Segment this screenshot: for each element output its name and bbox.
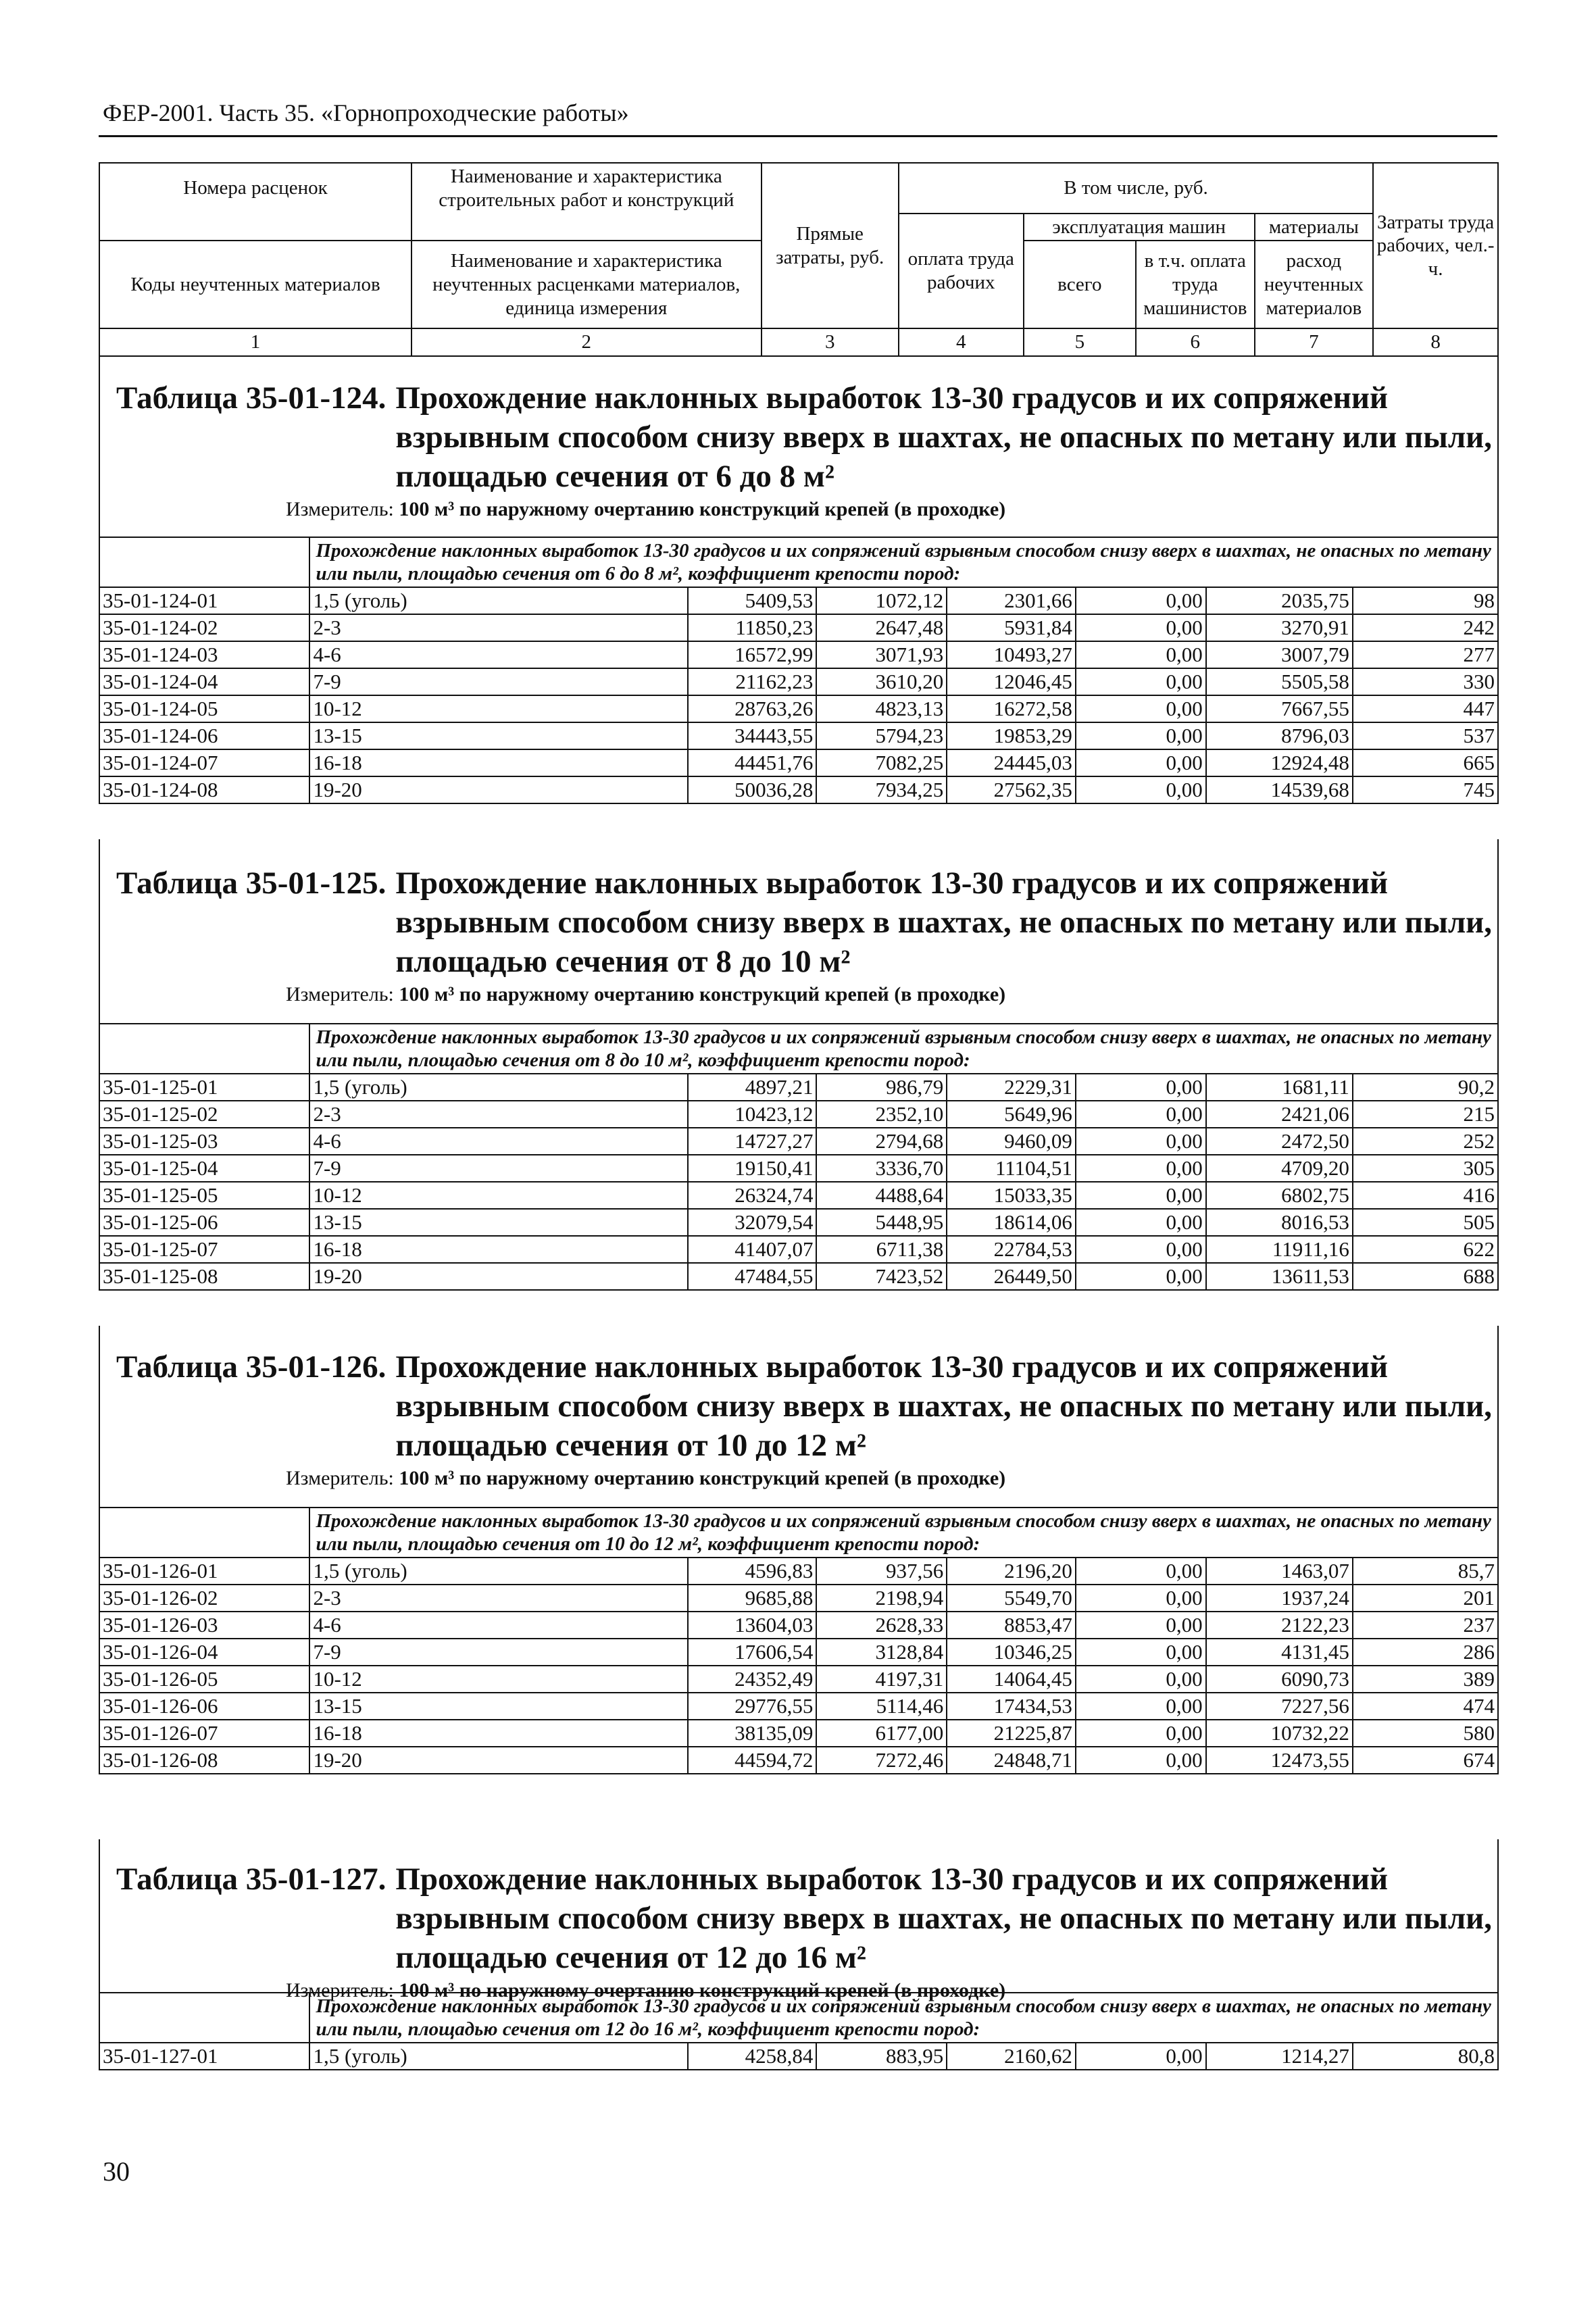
labor-pay: 7423,52 [816,1263,947,1290]
labor-hours: 252 [1353,1128,1498,1155]
materials-cost: 8796,03 [1206,722,1353,749]
page-header: ФЕР-2001. Часть 35. «Горнопроходческие работы» [103,99,629,126]
machines-total: 5931,84 [947,614,1076,641]
measure-text: 100 м³ по наружному очертанию конструкций крепей (в проходке) [399,498,1006,520]
machines-total: 14064,45 [947,1666,1076,1693]
rock-hardness: 16-18 [309,1720,687,1747]
page-number: 30 [103,2156,130,2187]
materials-cost: 11911,16 [1206,1236,1353,1263]
table-row [99,668,1498,695]
col6-label: в т.ч. оплата труда машинистов [1136,241,1255,328]
table-number: Таблица 35-01-125. [116,866,386,901]
machines-total: 11104,51 [947,1155,1076,1182]
materials-cost: 5505,58 [1206,668,1353,695]
machines-total: 12046,45 [947,668,1076,695]
labor-hours: 674 [1353,1747,1498,1774]
labor-pay: 3610,20 [816,668,947,695]
labor-pay: 7934,25 [816,776,947,803]
col5-label: всего [1024,241,1136,328]
col4-label: оплата труда рабочих [899,214,1024,329]
rate-code: 35-01-125-03 [99,1128,309,1155]
materials-cost: 1463,07 [1206,1558,1353,1585]
table-row [99,1263,1498,1290]
labor-pay: 4823,13 [816,695,947,722]
labor-hours: 447 [1353,695,1498,722]
materials-cost: 6090,73 [1206,1666,1353,1693]
materials-cost: 4131,45 [1206,1639,1353,1666]
rock-hardness: 4-6 [309,1612,687,1639]
column-header-table [99,162,1499,357]
rock-hardness: 13-15 [309,1693,687,1720]
rock-hardness: 7-9 [309,668,687,695]
labor-hours: 389 [1353,1666,1498,1693]
labor-hours: 237 [1353,1612,1498,1639]
group-caption: Прохождение наклонных выработок 13-30 градусов и их сопряжений взрывным способом снизу вверх в шахтах, не опасных по метану или пыли, площадью сечения от 10 до 12 м², коэффициент крепости пород: [309,1508,1498,1558]
labor-pay: 5114,46 [816,1693,947,1720]
table-row [99,749,1498,776]
direct-cost: 50036,28 [688,776,817,803]
materials-cost: 2035,75 [1206,587,1353,614]
table-name: Прохождение наклонных выработок 13-30 градусов и их сопряжений взрывным способом снизу вверх в шахтах, не опасных по метану или пыли, площадью сечения от 10 до 12 м² [395,1349,1493,1463]
labor-pay: 2794,68 [816,1128,947,1155]
operators-pay: 0,00 [1076,1612,1206,1639]
operators-pay: 0,00 [1076,1693,1206,1720]
col7-label: расход неучтенных материалов [1255,241,1374,328]
labor-hours: 286 [1353,1639,1498,1666]
labor-pay: 1072,12 [816,587,947,614]
operators-pay: 0,00 [1076,614,1206,641]
rock-hardness: 1,5 (уголь) [309,2043,687,2070]
measure-label: Измеритель: [286,983,394,1005]
table-name: Прохождение наклонных выработок 13-30 градусов и их сопряжений взрывным способом снизу вверх в шахтах, не опасных по метану или пыли, площадью сечения от 6 до 8 м² [395,380,1493,494]
operators-pay: 0,00 [1076,1585,1206,1612]
col-number: 3 [762,328,899,356]
direct-cost: 10423,12 [688,1101,817,1128]
rock-hardness: 16-18 [309,749,687,776]
labor-pay: 3128,84 [816,1639,947,1666]
labor-pay: 937,56 [816,1558,947,1585]
materials-cost: 2421,06 [1206,1101,1353,1128]
direct-cost: 26324,74 [688,1182,817,1209]
direct-cost: 24352,49 [688,1666,817,1693]
direct-cost: 16572,99 [688,641,817,668]
labor-hours: 277 [1353,641,1498,668]
direct-cost: 17606,54 [688,1639,817,1666]
rate-code: 35-01-124-07 [99,749,309,776]
labor-hours: 90,2 [1353,1074,1498,1101]
rock-hardness: 4-6 [309,1128,687,1155]
operators-pay: 0,00 [1076,1128,1206,1155]
direct-cost: 4897,21 [688,1074,817,1101]
rate-code: 35-01-126-02 [99,1585,309,1612]
rate-code: 35-01-125-07 [99,1236,309,1263]
rate-code: 35-01-124-01 [99,587,309,614]
rock-hardness: 10-12 [309,1182,687,1209]
rock-hardness: 2-3 [309,1585,687,1612]
materials-cost: 2472,50 [1206,1128,1353,1155]
table-number: Таблица 35-01-126. [116,1349,386,1385]
col3-label: Прямые затраты, руб. [762,163,899,328]
rate-code: 35-01-126-04 [99,1639,309,1666]
labor-pay: 4197,31 [816,1666,947,1693]
table-row [99,1747,1498,1774]
labor-pay: 2647,48 [816,614,947,641]
rock-hardness: 19-20 [309,1263,687,1290]
rates-table [99,1992,1499,2070]
labor-hours: 98 [1353,587,1498,614]
operators-pay: 0,00 [1076,668,1206,695]
direct-cost: 14727,27 [688,1128,817,1155]
machines-total: 19853,29 [947,722,1076,749]
machines-total: 2229,31 [947,1074,1076,1101]
materials-cost: 3007,79 [1206,641,1353,668]
col1-bottom-label: Коды неучтенных материалов [99,241,412,328]
rate-code: 35-01-125-06 [99,1209,309,1236]
measure-label: Измеритель: [286,1467,394,1489]
machines-total: 24445,03 [947,749,1076,776]
machines-label: эксплуатация машин [1024,214,1255,241]
table-name: Прохождение наклонных выработок 13-30 градусов и их сопряжений взрывным способом снизу вверх в шахтах, не опасных по метану или пыли, площадью сечения от 12 до 16 м² [395,1862,1493,1975]
col-number: 6 [1136,328,1255,356]
group-caption: Прохождение наклонных выработок 13-30 градусов и их сопряжений взрывным способом снизу вверх в шахтах, не опасных по метану или пыли, площадью сечения от 8 до 10 м², коэффициент крепости пород: [309,1024,1498,1074]
machines-total: 10346,25 [947,1639,1076,1666]
operators-pay: 0,00 [1076,1720,1206,1747]
labor-hours: 505 [1353,1209,1498,1236]
materials-cost: 6802,75 [1206,1182,1353,1209]
rate-code: 35-01-127-01 [99,2043,309,2070]
machines-total: 2160,62 [947,2043,1076,2070]
rate-code: 35-01-126-03 [99,1612,309,1639]
table-number: Таблица 35-01-124. [116,380,386,416]
materials-cost: 7227,56 [1206,1693,1353,1720]
labor-hours: 201 [1353,1585,1498,1612]
labor-pay: 5448,95 [816,1209,947,1236]
table-row [99,1639,1498,1666]
operators-pay: 0,00 [1076,1209,1206,1236]
table-row [99,614,1498,641]
labor-pay: 986,79 [816,1074,947,1101]
col-number: 2 [412,328,762,356]
operators-pay: 0,00 [1076,1236,1206,1263]
labor-pay: 2198,94 [816,1585,947,1612]
labor-hours: 474 [1353,1693,1498,1720]
machines-total: 26449,50 [947,1263,1076,1290]
materials-cost: 1937,24 [1206,1585,1353,1612]
direct-cost: 29776,55 [688,1693,817,1720]
materials-cost: 1681,11 [1206,1074,1353,1101]
machines-total: 5649,96 [947,1101,1076,1128]
rock-hardness: 13-15 [309,722,687,749]
machines-total: 5549,70 [947,1585,1076,1612]
machines-total: 24848,71 [947,1747,1076,1774]
machines-total: 9460,09 [947,1128,1076,1155]
col-number: 5 [1024,328,1136,356]
labor-pay: 7082,25 [816,749,947,776]
direct-cost: 32079,54 [688,1209,817,1236]
labor-hours: 745 [1353,776,1498,803]
materials-cost: 12473,55 [1206,1747,1353,1774]
rock-hardness: 1,5 (уголь) [309,1074,687,1101]
direct-cost: 44594,72 [688,1747,817,1774]
direct-cost: 21162,23 [688,668,817,695]
direct-cost: 28763,26 [688,695,817,722]
in-total-label: В том числе, руб. [899,163,1373,214]
direct-cost: 4596,83 [688,1558,817,1585]
direct-cost: 9685,88 [688,1585,817,1612]
machines-total: 2196,20 [947,1558,1076,1585]
operators-pay: 0,00 [1076,2043,1206,2070]
machines-total: 22784,53 [947,1236,1076,1263]
materials-cost: 13611,53 [1206,1263,1353,1290]
rate-code: 35-01-125-02 [99,1101,309,1128]
col-number: 7 [1255,328,1374,356]
rock-hardness: 19-20 [309,1747,687,1774]
rock-hardness: 4-6 [309,641,687,668]
table-title [100,378,1496,496]
labor-pay: 883,95 [816,2043,947,2070]
table-name: Прохождение наклонных выработок 13-30 градусов и их сопряжений взрывным способом снизу вверх в шахтах, не опасных по метану или пыли, площадью сечения от 8 до 10 м² [395,866,1493,979]
materials-cost: 8016,53 [1206,1209,1353,1236]
rates-table [99,1023,1499,1291]
machines-total: 15033,35 [947,1182,1076,1209]
table-title [100,1347,1496,1465]
materials-cost: 3270,91 [1206,614,1353,641]
rock-hardness: 13-15 [309,1209,687,1236]
materials-cost: 14539,68 [1206,776,1353,803]
materials-label: материалы [1255,214,1374,241]
rock-hardness: 7-9 [309,1155,687,1182]
operators-pay: 0,00 [1076,1263,1206,1290]
measure-line [100,982,1496,1007]
rate-code: 35-01-126-08 [99,1747,309,1774]
rate-code: 35-01-124-02 [99,614,309,641]
rate-code: 35-01-126-07 [99,1720,309,1747]
direct-cost: 41407,07 [688,1236,817,1263]
table-row [99,1236,1498,1263]
labor-pay: 2628,33 [816,1612,947,1639]
direct-cost: 5409,53 [688,587,817,614]
table-row [99,776,1498,803]
rate-code: 35-01-124-04 [99,668,309,695]
rock-hardness: 10-12 [309,1666,687,1693]
table-title [100,864,1496,981]
operators-pay: 0,00 [1076,1666,1206,1693]
operators-pay: 0,00 [1076,1155,1206,1182]
rock-hardness: 7-9 [309,1639,687,1666]
table-row [99,1101,1498,1128]
table-row [99,2043,1498,2070]
col-number: 1 [99,328,412,356]
operators-pay: 0,00 [1076,587,1206,614]
rate-code: 35-01-124-08 [99,776,309,803]
direct-cost: 11850,23 [688,614,817,641]
rate-code: 35-01-126-06 [99,1693,309,1720]
direct-cost: 4258,84 [688,2043,817,2070]
materials-cost: 4709,20 [1206,1155,1353,1182]
materials-cost: 7667,55 [1206,695,1353,722]
operators-pay: 0,00 [1076,776,1206,803]
table-row [99,641,1498,668]
table-row [99,1182,1498,1209]
materials-cost: 1214,27 [1206,2043,1353,2070]
table-row [99,1666,1498,1693]
rate-code: 35-01-125-04 [99,1155,309,1182]
table-title [100,1860,1496,1977]
measure-text: 100 м³ по наружному очертанию конструкций крепей (в проходке) [399,1467,1006,1489]
rock-hardness: 16-18 [309,1236,687,1263]
rate-code: 35-01-124-06 [99,722,309,749]
table-row [99,1720,1498,1747]
labor-hours: 688 [1353,1263,1498,1290]
operators-pay: 0,00 [1076,1747,1206,1774]
operators-pay: 0,00 [1076,1074,1206,1101]
table-row [99,722,1498,749]
col8-label: Затраты труда рабочих, чел.-ч. [1373,163,1498,328]
operators-pay: 0,00 [1076,1101,1206,1128]
table-row [99,1074,1498,1101]
table-row [99,1155,1498,1182]
table-row [99,1558,1498,1585]
table-row [99,1209,1498,1236]
machines-total: 21225,87 [947,1720,1076,1747]
header-rule [99,135,1497,137]
direct-cost: 34443,55 [688,722,817,749]
labor-hours: 622 [1353,1236,1498,1263]
labor-pay: 3336,70 [816,1155,947,1182]
labor-hours: 305 [1353,1155,1498,1182]
rock-hardness: 1,5 (уголь) [309,1558,687,1585]
labor-pay: 4488,64 [816,1182,947,1209]
labor-hours: 665 [1353,749,1498,776]
group-caption: Прохождение наклонных выработок 13-30 градусов и их сопряжений взрывным способом снизу вверх в шахтах, не опасных по метану или пыли, площадью сечения от 6 до 8 м², коэффициент крепости пород: [309,537,1498,587]
measure-line [100,497,1496,522]
operators-pay: 0,00 [1076,695,1206,722]
rate-code: 35-01-124-03 [99,641,309,668]
measure-label: Измеритель: [286,498,394,520]
measure-text: 100 м³ по наружному очертанию конструкций крепей (в проходке) [399,1979,1006,2001]
direct-cost: 47484,55 [688,1263,817,1290]
col2-bottom-label: Наименование и характеристика неучтенных расценками материалов, единица измерения [412,241,762,328]
machines-total: 10493,27 [947,641,1076,668]
table-row [99,587,1498,614]
labor-hours: 85,7 [1353,1558,1498,1585]
labor-hours: 580 [1353,1720,1498,1747]
labor-hours: 215 [1353,1101,1498,1128]
rate-code: 35-01-125-05 [99,1182,309,1209]
machines-total: 8853,47 [947,1612,1076,1639]
measure-line [100,1466,1496,1491]
direct-cost: 44451,76 [688,749,817,776]
rock-hardness: 19-20 [309,776,687,803]
labor-hours: 242 [1353,614,1498,641]
machines-total: 27562,35 [947,776,1076,803]
rate-code: 35-01-124-05 [99,695,309,722]
labor-hours: 537 [1353,722,1498,749]
machines-total: 2301,66 [947,587,1076,614]
direct-cost: 19150,41 [688,1155,817,1182]
table-row [99,695,1498,722]
labor-hours: 416 [1353,1182,1498,1209]
labor-pay: 6177,00 [816,1720,947,1747]
table-row [99,1612,1498,1639]
labor-hours: 80,8 [1353,2043,1498,2070]
col1-top-label: Номера расценок [99,163,412,214]
table-number: Таблица 35-01-127. [116,1862,386,1897]
labor-pay: 7272,46 [816,1747,947,1774]
operators-pay: 0,00 [1076,1558,1206,1585]
group-caption: Прохождение наклонных выработок 13-30 градусов и их сопряжений взрывным способом снизу вверх в шахтах, не опасных по метану или пыли, площадью сечения от 12 до 16 м², коэффициент крепости пород: [309,1993,1498,2043]
rate-code: 35-01-125-08 [99,1263,309,1290]
rate-code: 35-01-126-05 [99,1666,309,1693]
operators-pay: 0,00 [1076,641,1206,668]
materials-cost: 12924,48 [1206,749,1353,776]
materials-cost: 10732,22 [1206,1720,1353,1747]
labor-pay: 5794,23 [816,722,947,749]
table-row [99,1585,1498,1612]
table-row [99,1693,1498,1720]
operators-pay: 0,00 [1076,1182,1206,1209]
rock-hardness: 1,5 (уголь) [309,587,687,614]
operators-pay: 0,00 [1076,722,1206,749]
measure-text: 100 м³ по наружному очертанию конструкций крепей (в проходке) [399,983,1006,1005]
table-row [99,1128,1498,1155]
rock-hardness: 2-3 [309,614,687,641]
rates-table [99,1507,1499,1774]
labor-pay: 2352,10 [816,1101,947,1128]
machines-total: 17434,53 [947,1693,1076,1720]
rock-hardness: 2-3 [309,1101,687,1128]
machines-total: 16272,58 [947,695,1076,722]
labor-hours: 330 [1353,668,1498,695]
operators-pay: 0,00 [1076,1639,1206,1666]
direct-cost: 13604,03 [688,1612,817,1639]
col-number: 8 [1373,328,1498,356]
col-number: 4 [899,328,1024,356]
operators-pay: 0,00 [1076,749,1206,776]
materials-cost: 2122,23 [1206,1612,1353,1639]
machines-total: 18614,06 [947,1209,1076,1236]
direct-cost: 38135,09 [688,1720,817,1747]
rock-hardness: 10-12 [309,695,687,722]
labor-pay: 3071,93 [816,641,947,668]
measure-label: Измеритель: [286,1979,394,2001]
col2-top-label: Наименование и характеристика строительных работ и конструкций [412,163,762,214]
labor-pay: 6711,38 [816,1236,947,1263]
rate-code: 35-01-125-01 [99,1074,309,1101]
rate-code: 35-01-126-01 [99,1558,309,1585]
rates-table [99,537,1499,804]
